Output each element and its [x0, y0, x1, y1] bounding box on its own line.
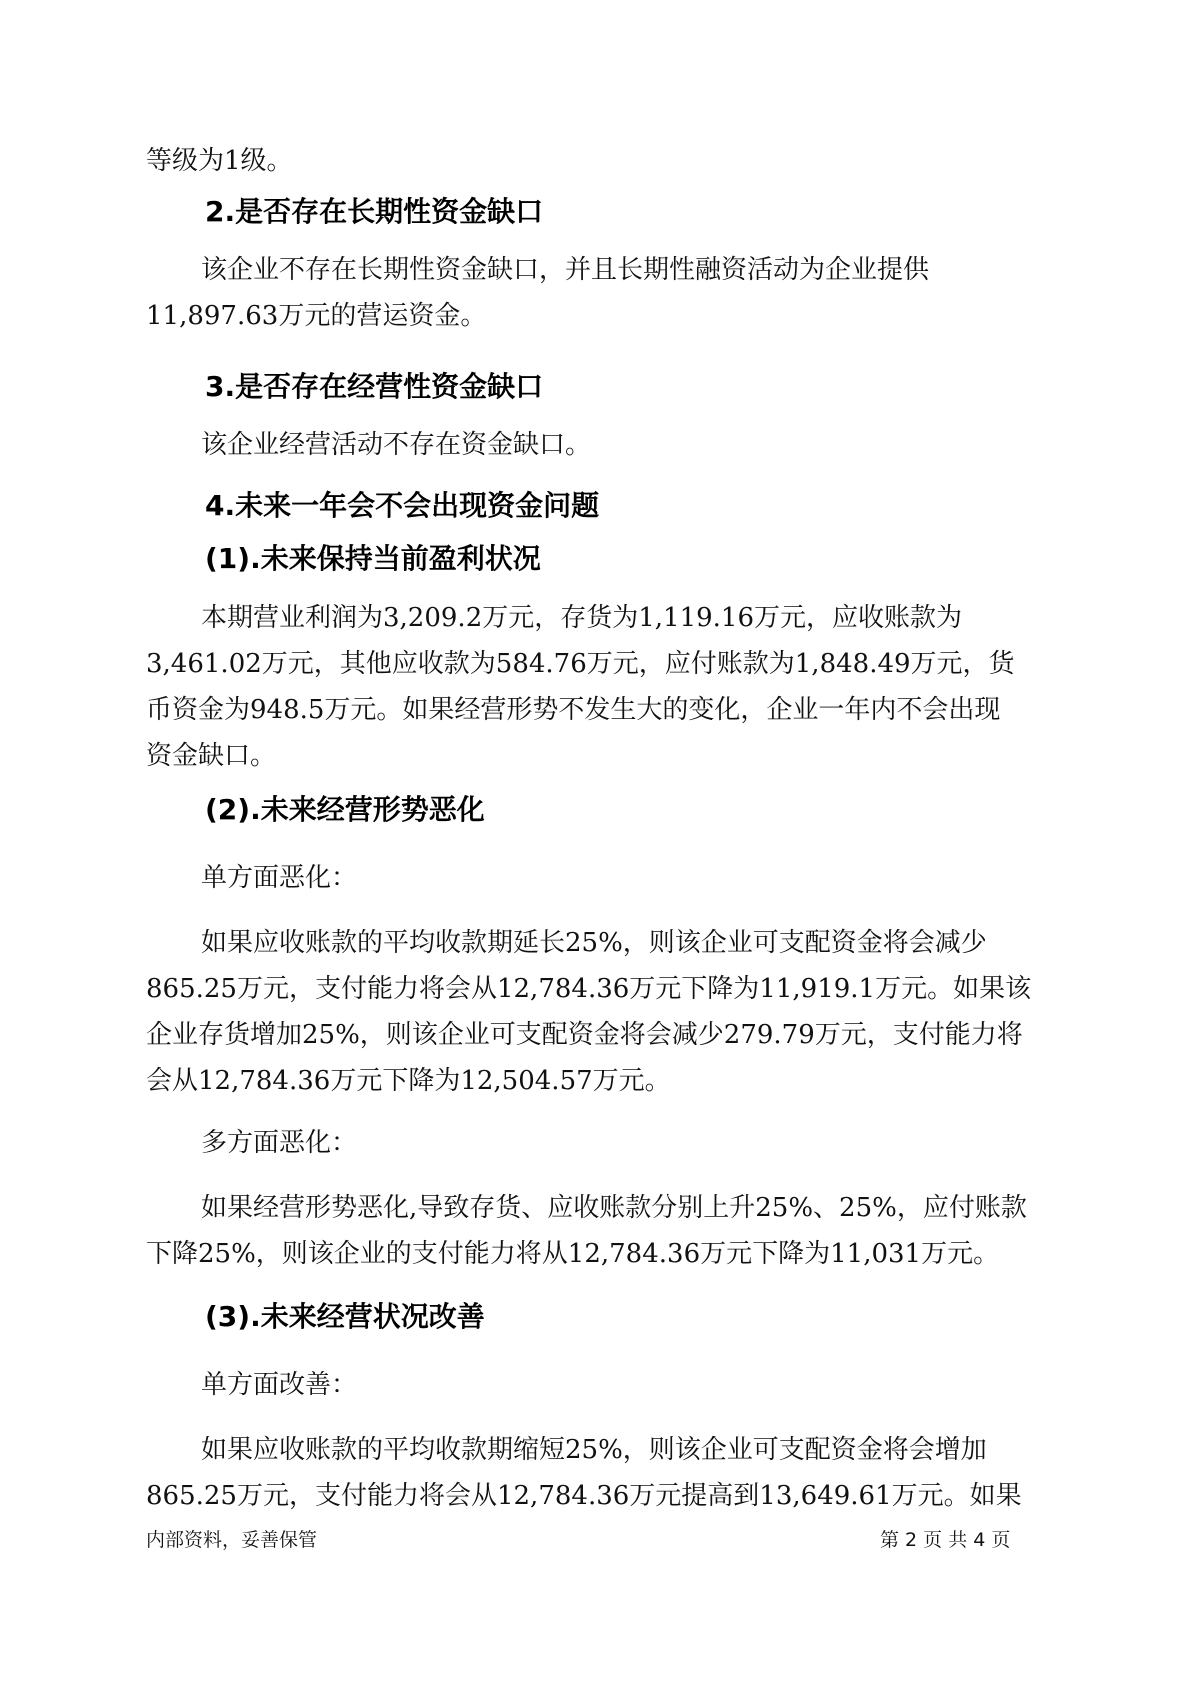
heading-operating-gap: 3.是否存在经营性资金缺口	[205, 370, 544, 403]
text-line: 币资金为948.5万元。如果经营形势不发生大的变化，企业一年内不会出现	[146, 695, 1001, 725]
text-line: 多方面恶化：	[201, 1128, 358, 1158]
text-line: 865.25万元，支付能力将会从12,784.36万元下降为11,919.1万元。如果该	[146, 974, 1032, 1004]
text-line: 企业存货增加25%，则该企业可支配资金将会减少279.79万元，支付能力将	[146, 1020, 1023, 1050]
heading-long-term-gap: 2.是否存在长期性资金缺口	[205, 195, 544, 228]
heading-worsening: (2).未来经营形势恶化	[205, 793, 485, 826]
heading-keep-current: (1).未来保持当前盈利状况	[205, 542, 541, 575]
text-line: 会从12,784.36万元下降为12,504.57万元。	[146, 1066, 671, 1096]
text-line: 3,461.02万元，其他应收款为584.76万元，应付账款为1,848.49万元，货	[146, 649, 1015, 679]
text-line: 该企业经营活动不存在资金缺口。	[201, 430, 592, 460]
text-line: 如果经营形势恶化,导致存货、应收账款分别上升25%、25%，应付账款	[201, 1193, 1027, 1223]
footer-confidential-note: 内部资料，妥善保管	[146, 1529, 318, 1551]
footer-page-number: 第 2 页 共 4 页	[880, 1529, 1011, 1551]
text-line: 11,897.63万元的营运资金。	[146, 301, 487, 331]
text-line: 单方面恶化：	[201, 863, 358, 893]
heading-improvement: (3).未来经营状况改善	[205, 1300, 485, 1333]
text-line: 该企业不存在长期性资金缺口，并且长期性融资活动为企业提供	[201, 255, 930, 285]
text-line: 如果应收账款的平均收款期缩短25%，则该企业可支配资金将会增加	[201, 1435, 987, 1465]
text-line: 865.25万元，支付能力将会从12,784.36万元提高到13,649.61万元。如果	[146, 1481, 1022, 1511]
text-line: 资金缺口。	[146, 741, 277, 771]
heading-future-year: 4.未来一年会不会出现资金问题	[205, 489, 600, 522]
text-line: 单方面改善：	[201, 1370, 358, 1400]
text-line: 下降25%，则该企业的支付能力将从12,784.36万元下降为11,031万元。	[146, 1239, 1000, 1269]
text-line: 本期营业利润为3,209.2万元，存货为1,119.16万元，应收账款为	[201, 603, 963, 633]
text-line: 如果应收账款的平均收款期延长25%，则该企业可支配资金将会减少	[201, 928, 987, 958]
text-line: 等级为1级。	[146, 146, 293, 176]
